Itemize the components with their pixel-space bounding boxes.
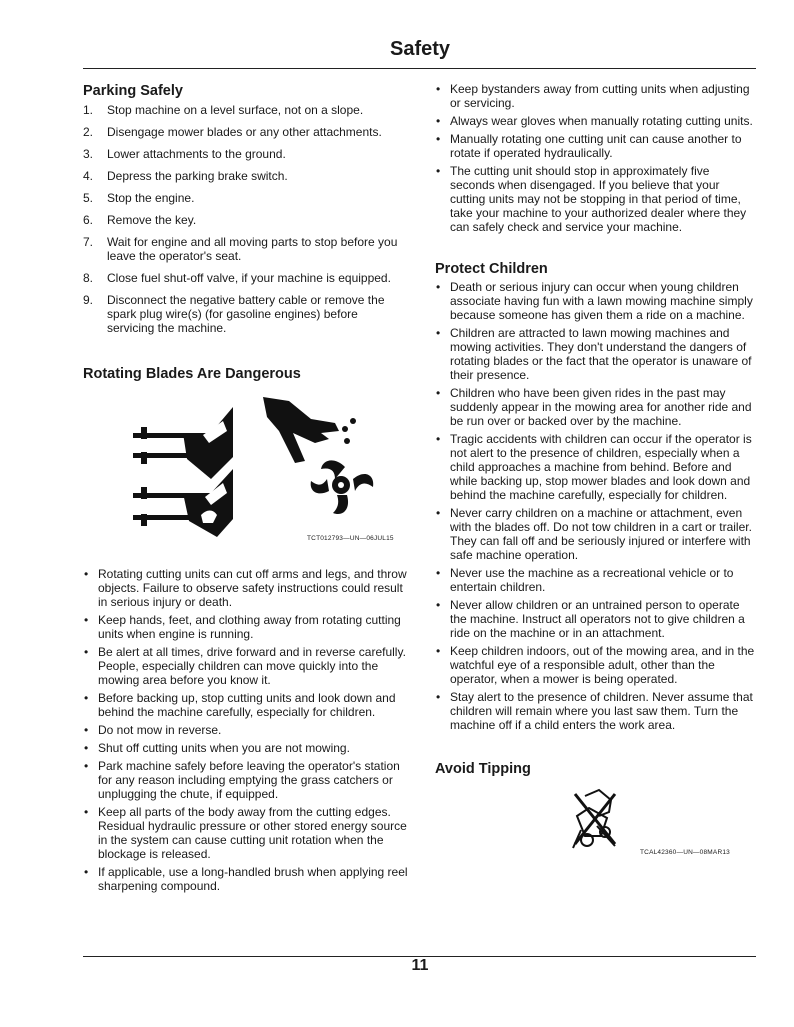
step-number: 4. — [83, 169, 94, 183]
step-text: Disconnect the negative battery cable or remove the spark plug wire(s) (for gasoline engines) before servicing the machine. — [107, 293, 385, 335]
numbered-step — [83, 103, 408, 117]
bullet-item — [83, 567, 408, 609]
step-text: Stop the engine. — [107, 191, 195, 205]
bullet-text: Keep children indoors, out of the mowing area, and in the watchful eye of a responsible adult, other than the operator, when a mower is being operated. — [450, 644, 755, 686]
bullet-text: Be alert at all times, drive forward and in reverse carefully. People, especially children can move quickly into the mowing area before you know it. — [98, 645, 406, 687]
bullet-item — [435, 386, 757, 428]
step-number: 7. — [83, 235, 94, 249]
bullet-item — [435, 114, 757, 128]
numbered-step — [83, 191, 408, 205]
hand-blade-hazard-icon — [83, 397, 413, 557]
numbered-step — [83, 271, 408, 285]
bullet-text: Children who have been given rides in the past may suddenly appear in the mowing area for another ride and be run over or backed over by the machine. — [450, 386, 752, 428]
bullet-icon: • — [84, 865, 89, 879]
bullet-icon: • — [436, 326, 441, 340]
bullet-text: Keep bystanders away from cutting units when adjusting or servicing. — [450, 82, 750, 110]
bullet-text: Keep all parts of the body away from the cutting edges. Residual hydraulic pressure or other stored energy source in the system can cause cutting unit rotation when the blockage is released. — [98, 805, 407, 861]
bullet-item — [83, 691, 408, 719]
bullet-text: Children are attracted to lawn mowing machines and mowing activities. They don't understand the dangers of rotating blades or the fact that the operator is unaware of their presence. — [450, 326, 752, 382]
bullet-item — [435, 644, 757, 686]
bullet-text: If applicable, use a long-handled brush when applying reel sharpening compound. — [98, 865, 408, 893]
bullet-item — [435, 598, 757, 640]
numbered-step — [83, 213, 408, 227]
bullet-icon: • — [436, 280, 441, 294]
bullet-item — [83, 759, 408, 801]
step-text: Wait for engine and all moving parts to stop before you leave the operator's seat. — [107, 235, 398, 263]
page-number: 11 — [411, 957, 429, 974]
bullet-item — [435, 326, 757, 382]
bullet-text: Tragic accidents with children can occur if the operator is not alert to the presence of children, especially when a child approaches a machine from behind. Before and while backing up, stop mower blades and look down and behind the machine carefully, especially for children. — [450, 432, 752, 502]
bullet-icon: • — [84, 567, 89, 581]
bullet-item — [435, 566, 757, 594]
bullet-text: The cutting unit should stop in approximately five seconds when disengaged. If you believe that your cutting units may not be stopping in that period of time, take your machine to your authorized dealer where they can safely check and service your machine. — [450, 164, 747, 234]
tipping-heading: Avoid Tipping — [435, 761, 531, 777]
bullet-icon: • — [436, 566, 441, 580]
bullet-item — [83, 865, 408, 893]
bullet-item — [435, 690, 757, 732]
tipping-warning-figure — [435, 778, 757, 858]
bullet-icon: • — [84, 759, 89, 773]
children-bullet-list — [435, 280, 757, 732]
step-number: 1. — [83, 103, 94, 117]
bullet-icon: • — [436, 690, 441, 704]
bullet-icon: • — [84, 691, 89, 705]
page-title: Safety — [389, 38, 451, 60]
bullet-text: Before backing up, stop cutting units and look down and behind the machine carefully, especially for children. — [98, 691, 396, 719]
step-number: 9. — [83, 293, 94, 307]
bullet-text: Rotating cutting units can cut off arms and legs, and throw objects. Failure to observe safety instructions could result in serious injury or death. — [98, 567, 407, 609]
bullet-icon: • — [436, 598, 441, 612]
step-number: 5. — [83, 191, 94, 205]
bullet-text: Always wear gloves when manually rotating cutting units. — [450, 114, 753, 128]
step-text: Stop machine on a level surface, not on a slope. — [107, 103, 364, 117]
bullet-icon: • — [436, 82, 441, 96]
bullet-icon: • — [436, 114, 441, 128]
tipping-figure-caption: TCAL42360—UN—08MAR13 — [640, 849, 730, 856]
bullet-text: Stay alert to the presence of children. Never assume that children will remain where you last saw them. Turn the machine off if a child enters the work area. — [450, 690, 753, 732]
bullet-icon: • — [436, 386, 441, 400]
bullet-icon: • — [84, 805, 89, 819]
step-text: Close fuel shut-off valve, if your machine is equipped. — [107, 271, 391, 285]
step-text: Lower attachments to the ground. — [107, 147, 286, 161]
tipping-mower-icon — [571, 786, 621, 852]
bullet-icon: • — [84, 613, 89, 627]
numbered-step — [83, 169, 408, 183]
parking-heading: Parking Safely — [83, 83, 183, 99]
blades-heading: Rotating Blades Are Dangerous — [83, 366, 301, 382]
bullet-text: Shut off cutting units when you are not mowing. — [98, 741, 350, 755]
bullet-item — [83, 613, 408, 641]
parking-steps-list — [83, 103, 408, 335]
bullet-text: Never carry children on a machine or attachment, even with the blades off. Do not tow children in a cart or trailer. They can fall off and be seriously injured or interfere with safe machine operation. — [450, 506, 752, 562]
left-column — [83, 82, 408, 897]
bullet-icon: • — [436, 506, 441, 520]
numbered-step — [83, 125, 408, 139]
bullet-icon: • — [436, 432, 441, 446]
bullet-item — [435, 82, 757, 110]
bullet-text: Keep hands, feet, and clothing away from rotating cutting units when engine is running. — [98, 613, 401, 641]
header-rule — [83, 68, 756, 69]
bullet-item — [435, 164, 757, 234]
blades-bullet-list — [83, 567, 408, 893]
bullet-item — [435, 432, 757, 502]
bullet-icon: • — [436, 644, 441, 658]
bullet-text: Never allow children or an untrained person to operate the machine. Instruct all operators not to give children a ride on the machine or in an attachment. — [450, 598, 745, 640]
step-number: 8. — [83, 271, 94, 285]
bullet-icon: • — [84, 723, 89, 737]
step-number: 2. — [83, 125, 94, 139]
step-text: Disengage mower blades or any other attachments. — [107, 125, 382, 139]
bullet-icon: • — [436, 132, 441, 146]
bullet-item — [83, 741, 408, 755]
bullet-item — [435, 506, 757, 562]
step-text: Depress the parking brake switch. — [107, 169, 288, 183]
numbered-step — [83, 147, 408, 161]
step-number: 3. — [83, 147, 94, 161]
bullet-item — [83, 645, 408, 687]
bullet-item — [435, 280, 757, 322]
blade-warning-figure — [83, 397, 408, 567]
bullet-text: Do not mow in reverse. — [98, 723, 222, 737]
blades-figure-caption: TCT012793—UN—06JUL15 — [307, 535, 394, 542]
bullet-item — [83, 805, 408, 861]
bullet-item — [435, 132, 757, 160]
bullet-text: Manually rotating one cutting unit can cause another to rotate if operated hydraulically. — [450, 132, 742, 160]
bullet-icon: • — [84, 741, 89, 755]
bullet-item — [83, 723, 408, 737]
children-heading: Protect Children — [435, 261, 548, 277]
bullet-icon: • — [84, 645, 89, 659]
step-text: Remove the key. — [107, 213, 197, 227]
bullet-text: Park machine safely before leaving the operator's station for any reason including emptying the grass catchers or unplugging the chute, if equipped. — [98, 759, 400, 801]
step-number: 6. — [83, 213, 94, 227]
numbered-step — [83, 293, 408, 335]
bullet-text: Never use the machine as a recreational vehicle or to entertain children. — [450, 566, 734, 594]
numbered-step — [83, 235, 408, 263]
bullet-text: Death or serious injury can occur when young children associate having fun with a lawn mowing machine simply because someone has given them a ride on a machine. — [450, 280, 753, 322]
blades-continued-list — [435, 82, 757, 234]
bullet-icon: • — [436, 164, 441, 178]
right-column — [435, 82, 757, 858]
